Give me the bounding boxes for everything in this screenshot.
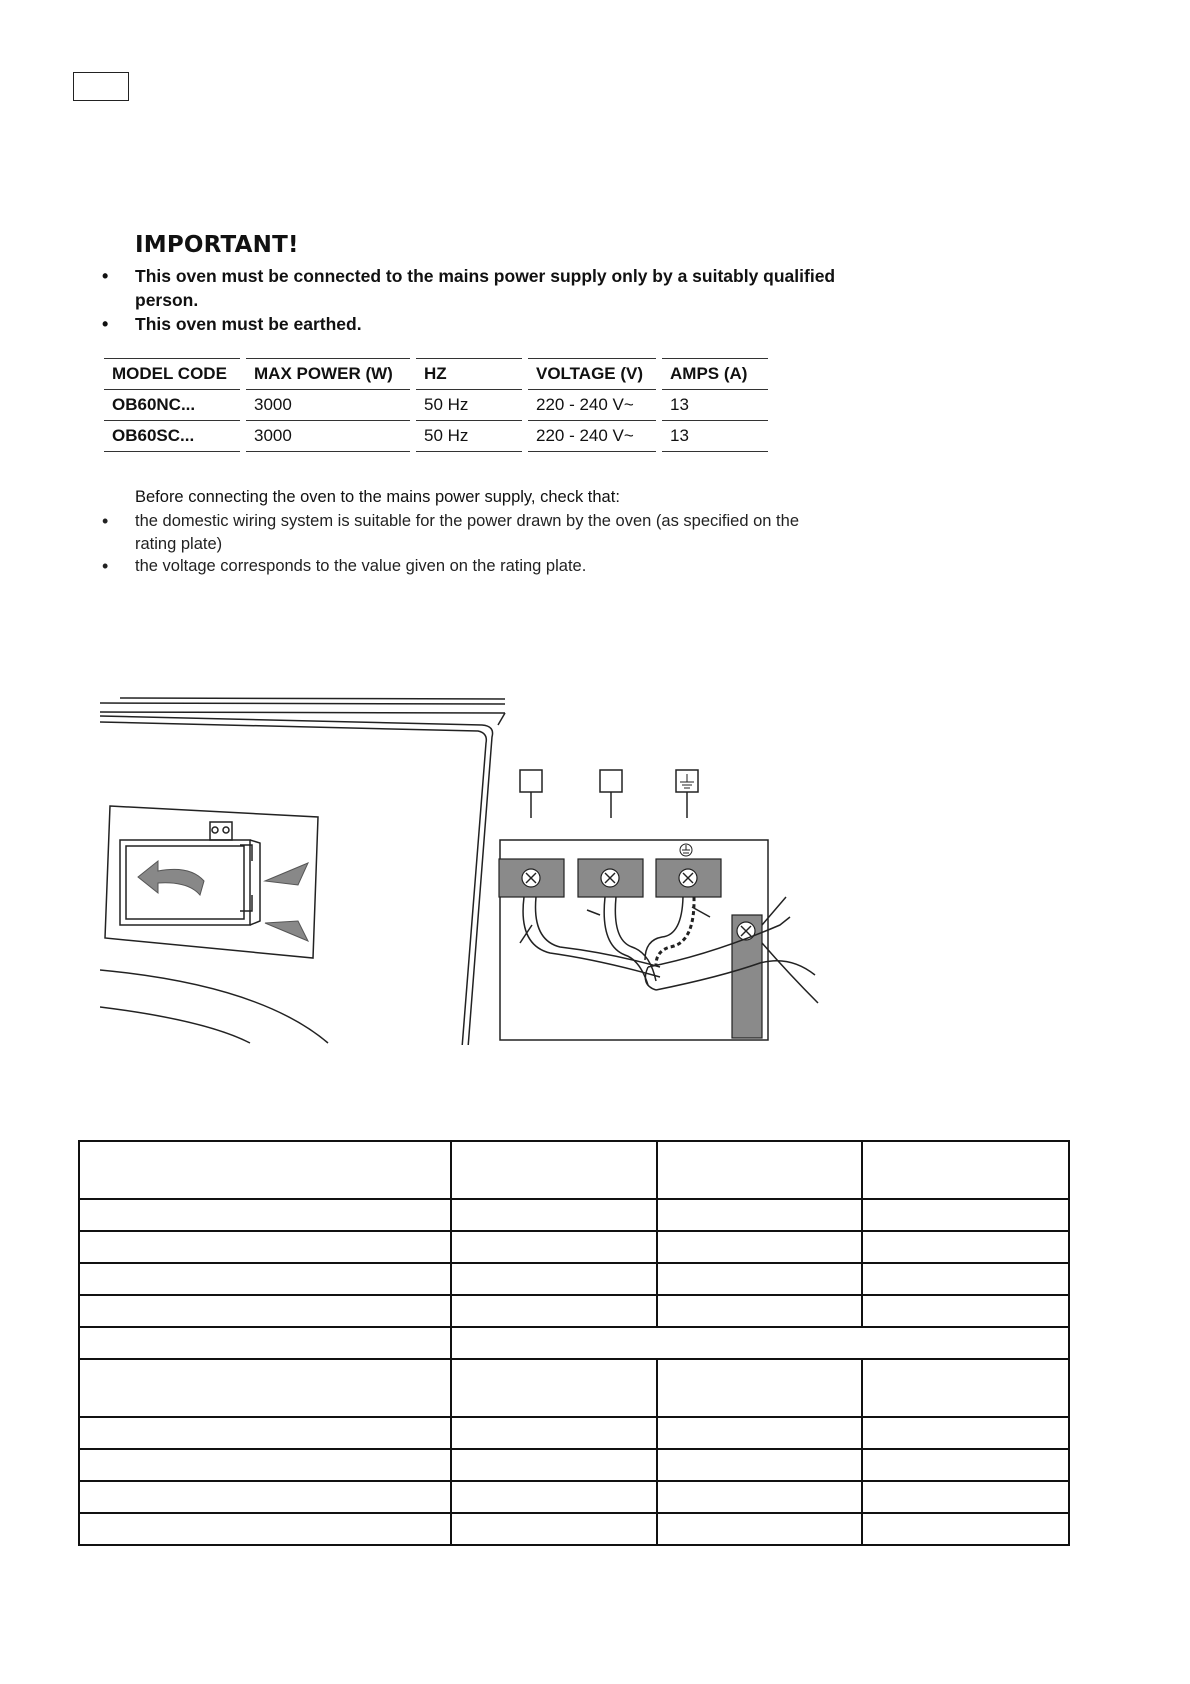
wiring-diagram (100, 685, 820, 1045)
cell-voltage: 220 - 240 V~ (528, 390, 656, 421)
terminal-box-icon (600, 770, 622, 792)
arrow-icon (265, 863, 308, 885)
earth-symbol-icon (676, 770, 698, 818)
cell-power: 3000 (246, 390, 410, 421)
table-row (79, 1449, 1069, 1481)
table-row (79, 1199, 1069, 1231)
arrow-icon (265, 921, 308, 941)
table-header-row (104, 358, 768, 390)
cell-amps: 13 (662, 390, 768, 421)
cell-hz: 50 Hz (416, 421, 522, 452)
table-row (79, 1231, 1069, 1263)
header-amps: AMPS (A) (662, 358, 768, 390)
header-model-code: MODEL CODE (104, 358, 240, 390)
table-row (79, 1481, 1069, 1513)
check-intro: Before connecting the oven to the mains power supply, check that: (135, 488, 620, 506)
cell-amps: 13 (662, 421, 768, 452)
table-row (104, 390, 768, 421)
table-row (79, 1141, 1069, 1199)
important-heading: IMPORTANT! (135, 232, 299, 258)
cell-voltage: 220 - 240 V~ (528, 421, 656, 452)
header-max-power: MAX POWER (W) (246, 358, 410, 390)
header-voltage: VOLTAGE (V) (528, 358, 656, 390)
table-row (79, 1327, 1069, 1359)
table-row (79, 1295, 1069, 1327)
table-row (79, 1359, 1069, 1417)
spec-table (98, 358, 774, 452)
terminal-box-icon (520, 770, 542, 792)
page-number-box (73, 72, 129, 101)
cell-hz: 50 Hz (416, 390, 522, 421)
check-list (100, 510, 800, 578)
table-row (79, 1513, 1069, 1545)
table-row (79, 1263, 1069, 1295)
header-hz: HZ (416, 358, 522, 390)
table-row (104, 421, 768, 452)
list-item: • This oven must be earthed. (100, 312, 840, 336)
cell-model: OB60NC... (104, 390, 240, 421)
list-item: • the domestic wiring system is suitable for the power drawn by the oven (as specified on the rating plate) (100, 510, 800, 555)
list-item: • This oven must be connected to the mains power supply only by a suitably qualified person. (100, 264, 840, 312)
cell-model: OB60SC... (104, 421, 240, 452)
cell-power: 3000 (246, 421, 410, 452)
list-item: • the voltage corresponds to the value given on the rating plate. (100, 555, 800, 578)
important-list (100, 264, 840, 336)
blank-table (78, 1140, 1070, 1546)
table-row (79, 1417, 1069, 1449)
